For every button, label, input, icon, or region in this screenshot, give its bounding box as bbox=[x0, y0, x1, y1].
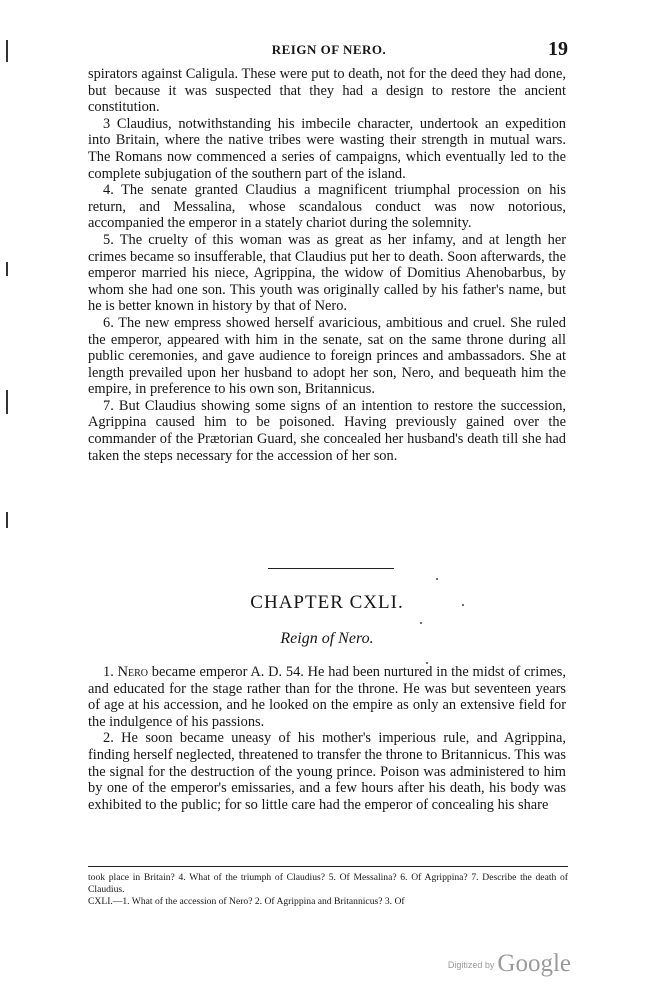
ink-speck bbox=[426, 662, 428, 664]
body-text-chapter bbox=[88, 664, 566, 813]
page-number: 19 bbox=[548, 38, 568, 60]
footnote-questions-cxli: CXLI.—1. What of the accession of Nero? 2. Of Agrippina and Britannicus? 3. Of bbox=[88, 896, 405, 907]
footnote-rule bbox=[88, 866, 568, 867]
margin-mark bbox=[6, 390, 8, 414]
running-head-title: REIGN OF NERO. bbox=[271, 42, 387, 57]
body-text-top bbox=[88, 66, 566, 464]
chapter-title: CHAPTER CXLI. bbox=[250, 592, 404, 613]
margin-mark bbox=[6, 262, 8, 276]
paragraph-7: 7. But Claudius showing some signs of an intention to restore the succession, Agrippina caused him to be poisoned. Having previously gained over the commander of the Prætorian Guard, she concealed her husband's death till she had taken the steps necessary for the accession of her son. bbox=[88, 397, 566, 464]
ink-speck bbox=[420, 622, 422, 624]
margin-mark bbox=[6, 40, 8, 62]
paragraph-5: 5. The cruelty of this woman was as great as her infamy, and at length her crimes became so insufferable, that Claudius put her to death. Soon afterwards, the emperor married his niece, Agrippina, the widow of Domitius Ahenobarbus, by whom she had one son. This youth was originally called by his father's name, but he is better known in history by that of Nero. bbox=[88, 231, 566, 315]
chapter-divider-rule bbox=[268, 568, 394, 569]
paragraph-4: 4. The senate granted Claudius a magnificent triumphal procession on his return, and Messalina, whose scandalous conduct was now notorious, accompanied the emperor in a stately chariot during the solemnity. bbox=[88, 182, 566, 232]
margin-mark bbox=[6, 512, 8, 528]
running-head bbox=[90, 38, 568, 62]
chapter-subtitle: Reign of Nero. bbox=[280, 630, 374, 647]
footnote-questions-cxl: took place in Britain? 4. What of the triumph of Claudius? 5. Of Messalina? 6. Of Agrippina? 7. Describe the death of Claudius. bbox=[88, 872, 568, 895]
google-logo: Google bbox=[497, 950, 571, 977]
paragraph-text: became emperor A. D. 54. He had been nurtured in the midst of crimes, and educated for the stage rather than for the throne. He was but seventeen years of age at his accession, and he looked on the empire as only an extensive field for the indulgence of his passions. bbox=[88, 664, 566, 730]
paragraph-number: 1. bbox=[103, 664, 114, 680]
paragraph-3: 3 Claudius, notwithstanding his imbecile character, undertook an expedition into Britain, where the native tribes were wasting their strength in mutual wars. The Romans now commenced a series of campaigns, which eventually led to the complete subjugation of the southern part of the island. bbox=[88, 115, 566, 182]
digitized-by-google-watermark bbox=[448, 950, 571, 978]
ink-speck bbox=[436, 578, 438, 580]
chapter-paragraph-1 bbox=[88, 664, 566, 730]
name-small-caps: Nero bbox=[117, 664, 148, 680]
paragraph-continuation: spirators against Caligula. These were put to death, not for the deed they had done, but because it was suspected that they had a design to restore the ancient constitution. bbox=[88, 66, 566, 116]
watermark-prefix: Digitized by bbox=[447, 960, 495, 970]
footnotes bbox=[88, 872, 568, 908]
chapter-paragraph-2: 2. He soon became uneasy of his mother's imperious rule, and Agrippina, finding herself neglected, threatened to transfer the throne to Britannicus. This was the signal for the destruction of the young prince. Poison was administered to him by one of the emperor's emissaries, and a few hours after his death, his body was exhibited to the public; for so little care had the emperor of concealing his share bbox=[88, 730, 566, 813]
ink-speck bbox=[462, 604, 464, 606]
paragraph-6: 6. The new empress showed herself avaricious, ambitious and cruel. She ruled the emperor, appeared with him in the senate, sat on the same throne during all public ceremonies, and gave audience to foreign princes and ambassadors. She at length prevailed upon her husband to adopt her son, Nero, and bequeath him the empire, in preference to his own son, Britannicus. bbox=[88, 314, 566, 398]
